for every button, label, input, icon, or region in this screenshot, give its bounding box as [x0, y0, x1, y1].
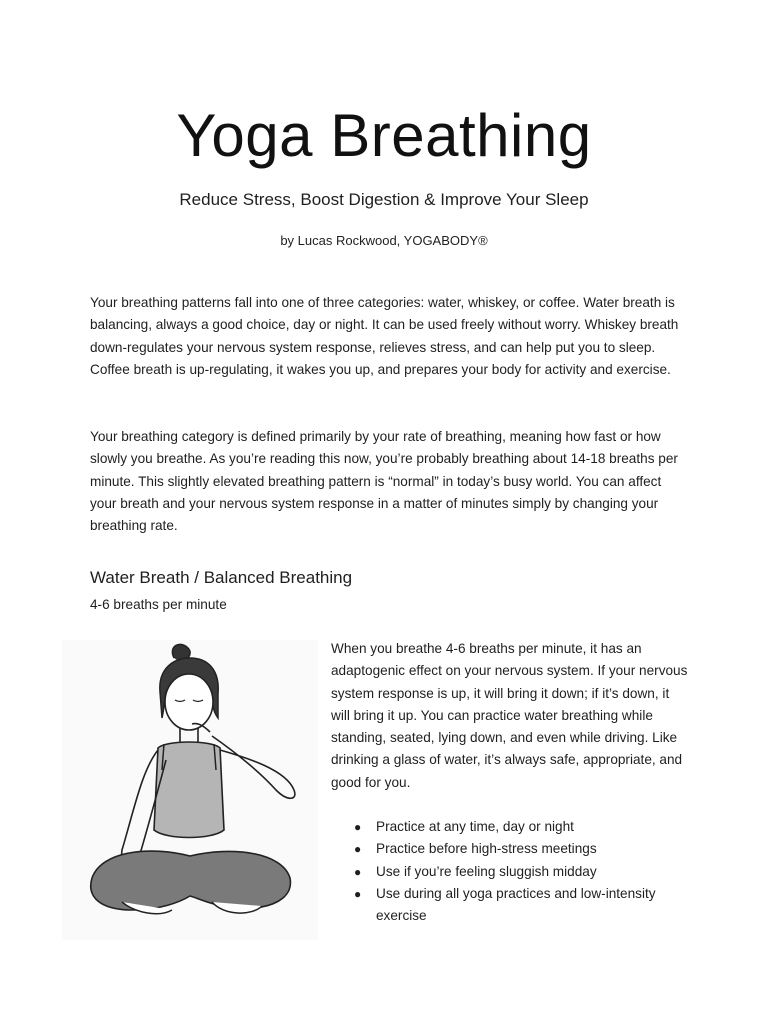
- water-breath-paragraph: When you breathe 4-6 breaths per minute, it has an adaptogenic effect on your nervous system. If your nervous system response is up, it will bring it down; if it’s down, it will bring it up. You can practice water breathing while standing, seated, lying down, and even while driving. Like drinking a glass of water, it’s always safe, appropriate, and good for you.: [331, 641, 688, 790]
- water-breath-heading: Water Breath / Balanced Breathing: [90, 568, 353, 587]
- page-title: Yoga Breathing: [176, 102, 592, 169]
- bullet-icon: ●: [354, 886, 362, 901]
- seated-meditation-figure-icon: [62, 640, 318, 940]
- list-item: [350, 883, 680, 928]
- list-item-text: Practice before high-stress meetings: [376, 841, 597, 857]
- bullet-icon: ●: [354, 864, 362, 879]
- list-item-text: Practice at any time, day or night: [376, 819, 574, 834]
- list-item: [350, 838, 680, 860]
- intro-paragraph: Your breathing patterns fall into one of three categories: water, whiskey, or coffee. Water breath is balancing, always a good choice, day or night. It can be used freely without worry. Whiskey breath down-regulates your nervous system response, relieves stress, and can help put you to sleep. Coffee breath is up-regulating, it wakes you up, and prepares your body for activity and exercise.: [90, 295, 679, 377]
- water-breath-rate: 4-6 breaths per minute: [90, 597, 227, 612]
- page-subtitle: Reduce Stress, Boost Digestion & Improve Your Sleep: [179, 190, 589, 209]
- list-item-text: Use if you’re feeling sluggish midday: [376, 863, 597, 879]
- bullet-icon: ●: [354, 820, 362, 834]
- breathing-category-paragraph: Your breathing category is defined primarily by your rate of breathing, meaning how fast or how slowly you breathe. As you’re reading this now, you’re probably breathing about 14-18 breaths per minute. This slightly elevated breathing pattern is “normal” in today’s busy world. You can affect your breath and your nervous system response in a matter of minutes simply by changing your breathing rate.: [90, 429, 678, 534]
- list-item-text: Use during all yoga practices and low-intensity exercise: [376, 885, 656, 924]
- water-breath-bullet-list: [350, 816, 680, 927]
- list-item: [350, 816, 680, 838]
- list-item: [350, 861, 680, 883]
- author-byline: by Lucas Rockwood, YOGABODY®: [280, 233, 488, 248]
- bullet-icon: ●: [354, 842, 362, 857]
